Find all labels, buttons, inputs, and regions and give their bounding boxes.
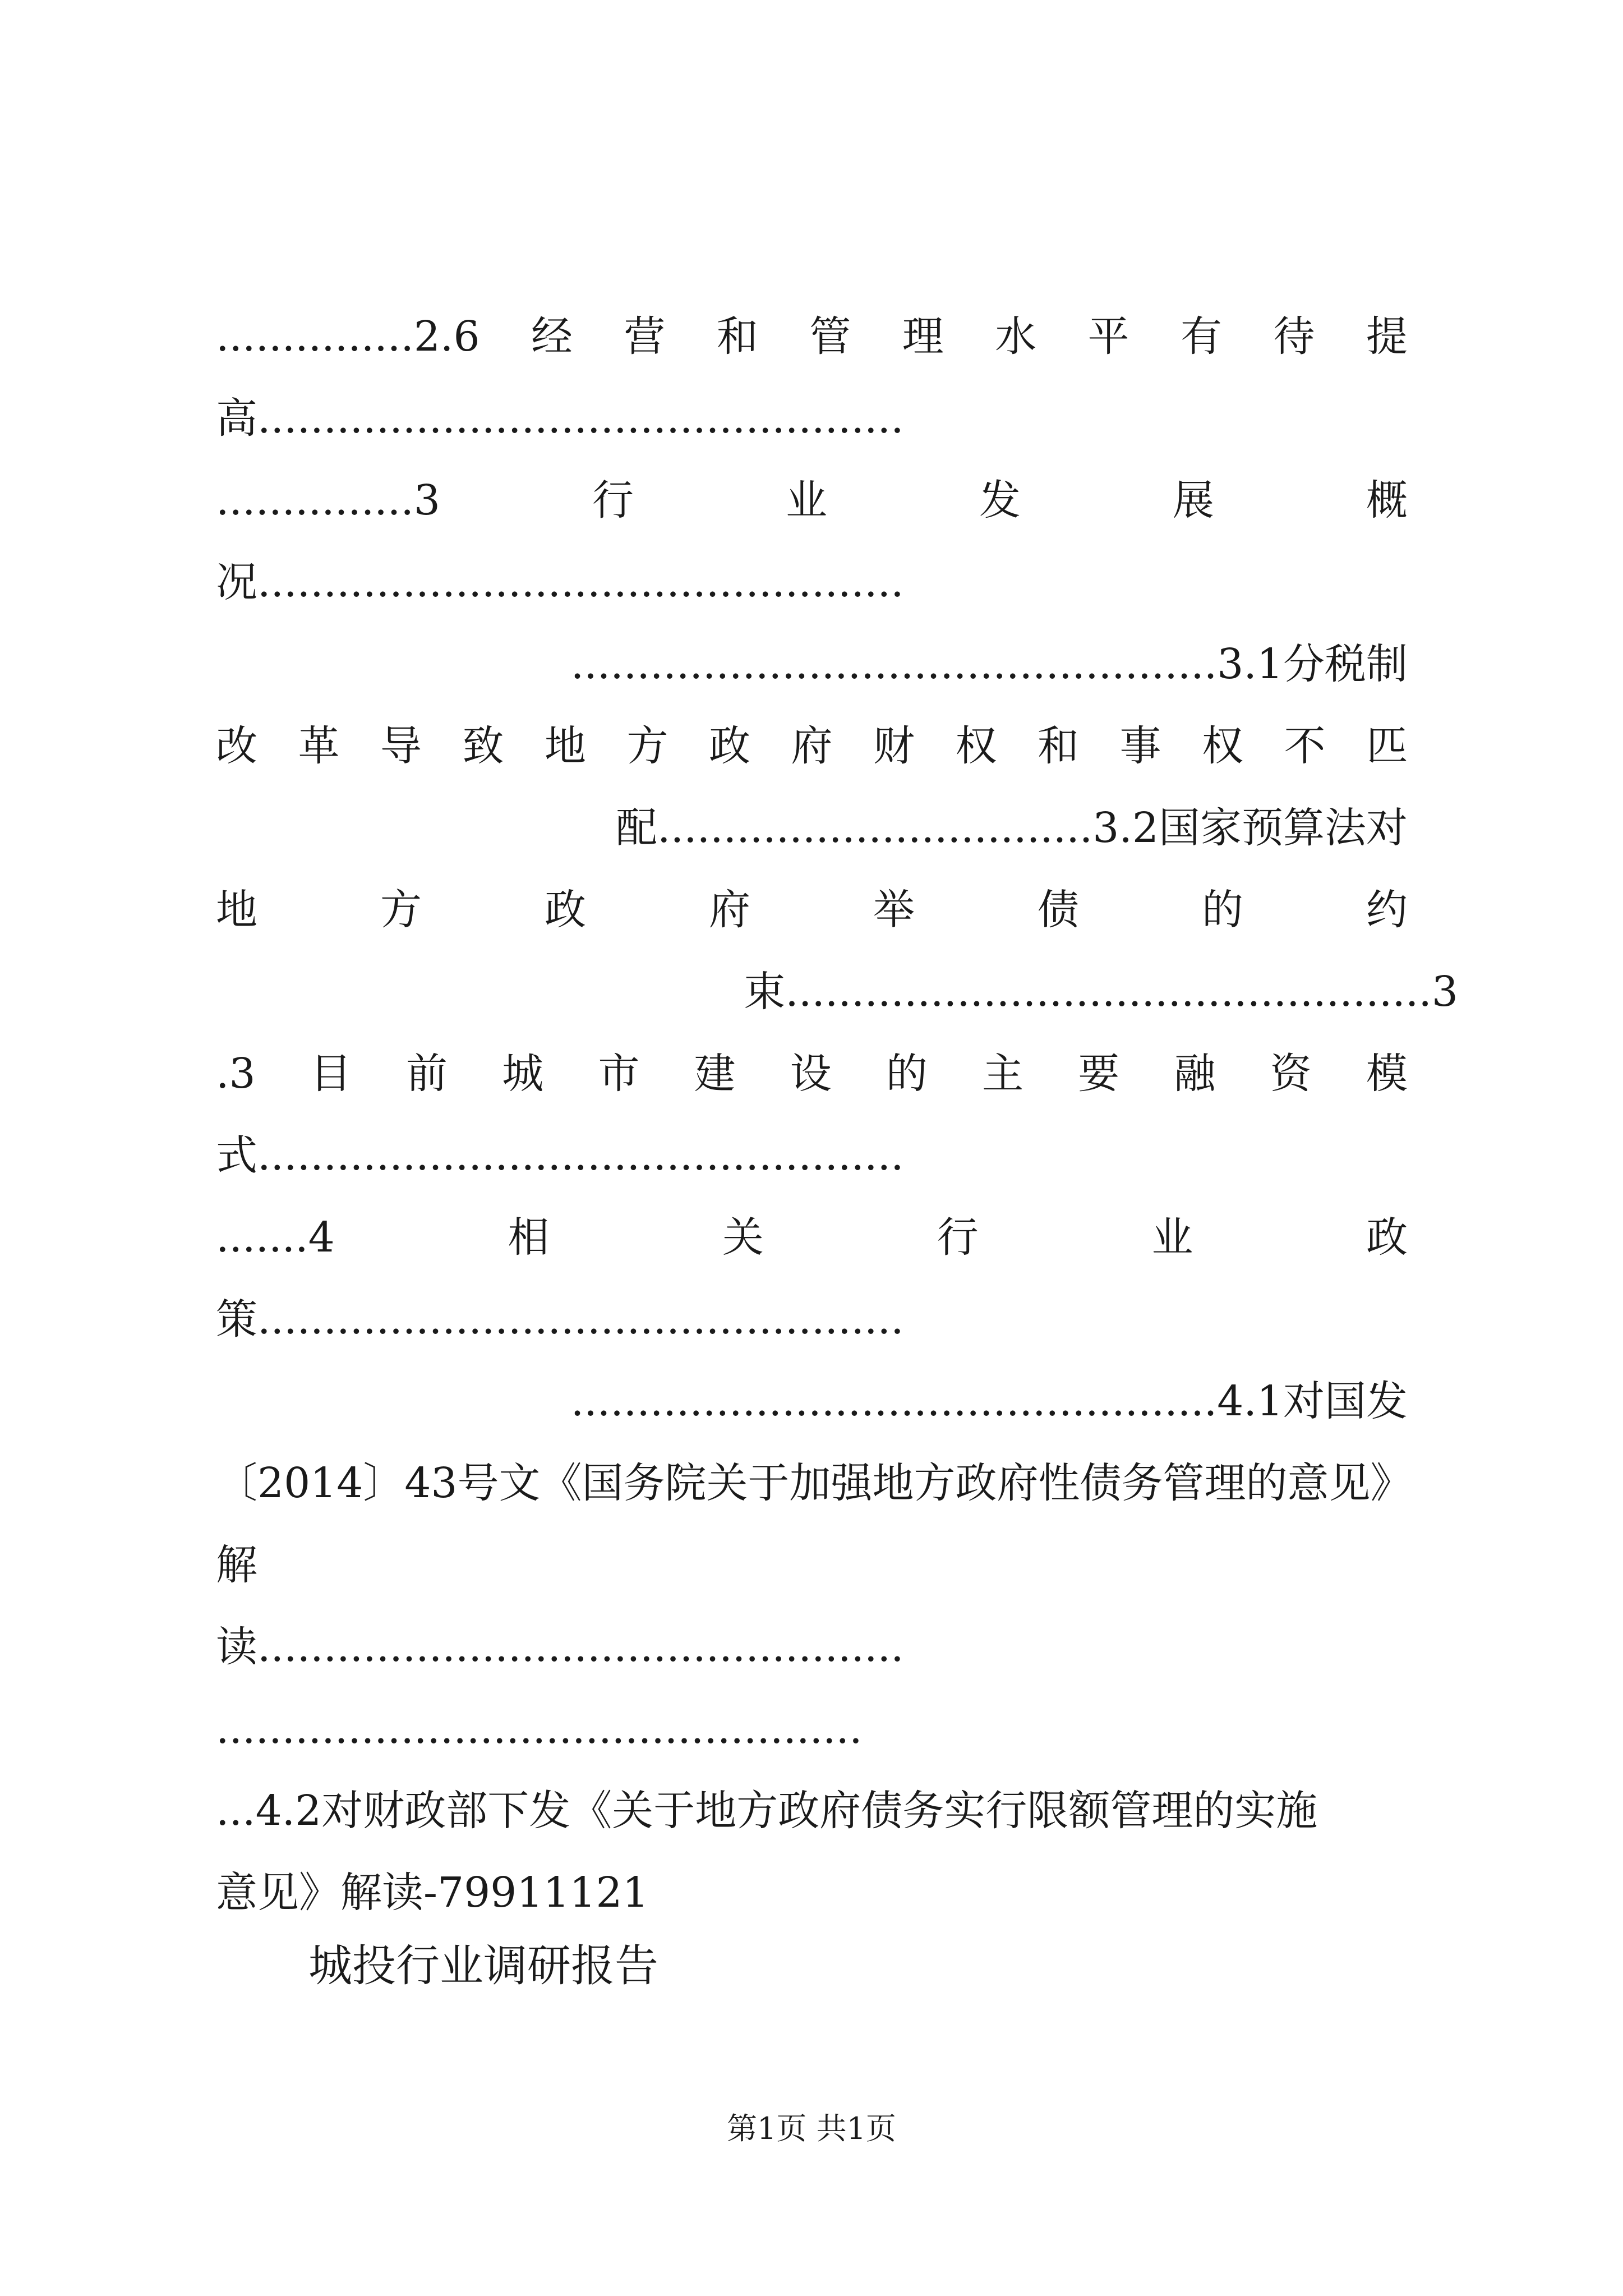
toc-text: 模 — [1366, 1050, 1408, 1098]
toc-text: 致 — [462, 722, 504, 770]
toc-text: 理 — [902, 312, 944, 361]
toc-text: 举 — [873, 886, 915, 934]
toc-text: 水 — [995, 312, 1037, 361]
toc-text: 业 — [785, 476, 827, 524]
toc-text: 方 — [380, 886, 422, 934]
toc-text: 约 — [1366, 886, 1408, 934]
toc-text: 和 — [1038, 722, 1079, 770]
toc-text: 政 — [545, 886, 586, 934]
toc-text: 政 — [709, 722, 750, 770]
toc-text: 方 — [626, 722, 668, 770]
toc-text: 设 — [790, 1050, 832, 1098]
toc-line: 配.................................3.2国家预算法对 — [616, 804, 1408, 852]
toc-text: 革 — [298, 722, 340, 770]
toc-line — [216, 1043, 1408, 1105]
toc-line: 束.................................................3 — [744, 968, 1458, 1016]
toc-line — [216, 879, 1408, 941]
toc-text: 地 — [545, 722, 586, 770]
toc-text: 权 — [955, 722, 997, 770]
toc-line: .................................................3.1分税制 — [570, 640, 1408, 688]
toc-line: ................................................. — [216, 1705, 863, 1753]
toc-text: 债 — [1038, 886, 1079, 934]
toc-text: 要 — [1078, 1050, 1120, 1098]
toc-text: 导 — [380, 722, 422, 770]
toc-line — [216, 715, 1408, 777]
toc-line: 读................................................. — [216, 1623, 904, 1671]
toc-text: 府 — [709, 886, 750, 934]
toc-line: ...4.2对财政部下发《关于地方政府债务实行限额管理的实施 — [216, 1787, 1318, 1835]
toc-text: 主 — [982, 1050, 1024, 1098]
toc-text: 概 — [1366, 476, 1408, 524]
toc-text: 营 — [624, 312, 666, 361]
toc-text: 府 — [791, 722, 833, 770]
toc-line — [216, 470, 1408, 531]
toc-line: .................................................4.1对国发 — [570, 1377, 1408, 1425]
toc-line: 况................................................. — [216, 558, 904, 606]
toc-line — [216, 1207, 1408, 1268]
toc-line: 策................................................. — [216, 1295, 904, 1343]
toc-text: 地 — [216, 886, 257, 934]
toc-text: .......4 — [216, 1213, 335, 1262]
toc-text: 业 — [1151, 1213, 1193, 1262]
toc-text: 和 — [716, 312, 758, 361]
toc-text: 展 — [1172, 476, 1214, 524]
toc-text: 相 — [508, 1213, 550, 1262]
toc-text: 改 — [216, 722, 257, 770]
page-footer: 第1页 共1页 — [727, 2111, 896, 2146]
toc-text: 资 — [1270, 1050, 1312, 1098]
toc-text: 行 — [592, 476, 634, 524]
toc-text: 匹 — [1366, 722, 1408, 770]
toc-text: 提 — [1366, 312, 1408, 361]
toc-line: 式................................................. — [216, 1131, 904, 1180]
toc-text: 关 — [722, 1213, 764, 1262]
toc-text: 有 — [1181, 312, 1223, 361]
toc-text: 行 — [937, 1213, 979, 1262]
toc-line: 解 — [216, 1541, 257, 1589]
toc-text: 管 — [809, 312, 851, 361]
toc-text: 的 — [1202, 886, 1243, 934]
toc-text: 平 — [1087, 312, 1129, 361]
toc-text: 待 — [1273, 312, 1315, 361]
toc-line — [216, 306, 1408, 367]
toc-text: 不 — [1284, 722, 1326, 770]
toc-text: 城 — [502, 1050, 544, 1098]
toc-text: .3 — [216, 1050, 256, 1098]
toc-text: 融 — [1174, 1050, 1216, 1098]
toc-text: 前 — [405, 1050, 448, 1098]
toc-text: 的 — [886, 1050, 928, 1098]
toc-text: 事 — [1119, 722, 1161, 770]
toc-text: 经 — [531, 312, 573, 361]
toc-text: ...............2.6 — [216, 312, 480, 361]
toc-line: 高................................................. — [216, 394, 904, 443]
toc-line: 意见》解读-79911121 — [216, 1869, 649, 1917]
toc-text: 市 — [598, 1050, 640, 1098]
document-title: 城投行业调研报告 — [308, 1941, 659, 1991]
toc-text: 建 — [694, 1050, 736, 1098]
toc-line: 〔2014〕43号文《国务院关于加强地方政府性债务管理的意见》 — [216, 1459, 1412, 1507]
toc-text: 政 — [1366, 1213, 1408, 1262]
toc-text: 权 — [1202, 722, 1243, 770]
toc-text: ...............3 — [216, 476, 440, 524]
toc-text: 目 — [310, 1050, 352, 1098]
toc-text: 发 — [979, 476, 1021, 524]
toc-text: 财 — [873, 722, 915, 770]
